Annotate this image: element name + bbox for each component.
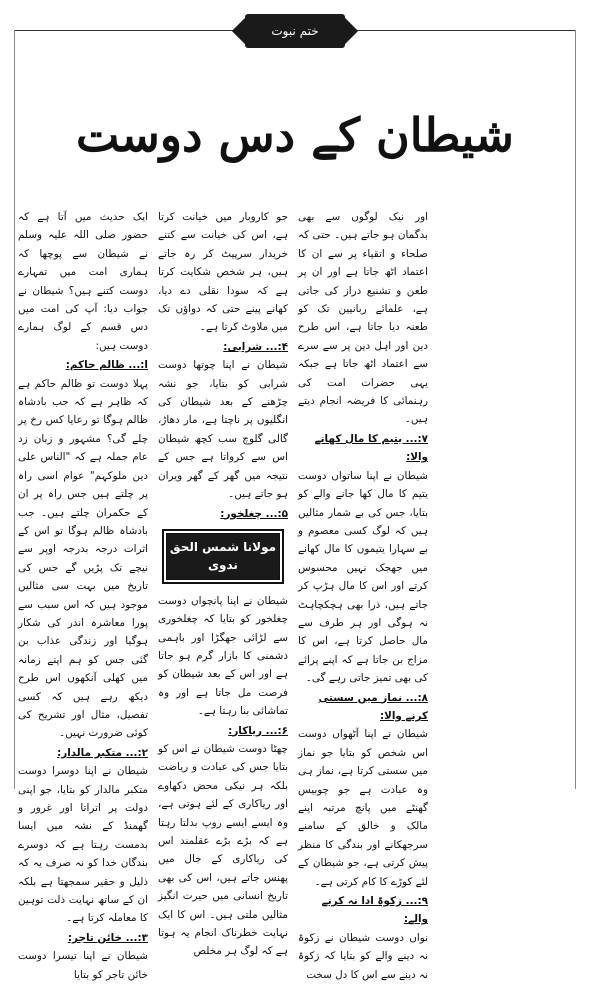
paragraph: شیطان نے اپنا پانچواں دوست چغلخور کو بتایا کہ چغلخوری سے لڑائی جھگڑا اور باہمی دشمنی کا بازار گرم ہو جاتا ہے اور اس کے بعد شیطان کو فرصت مل جاتا ہے اور وہ تماشائی بنا رہتا ہے۔ (158, 594, 288, 718)
author-name: مولانا شمس الحق ندوی (166, 533, 280, 580)
section-heading: ۴:... شرابی: (223, 340, 288, 353)
column-2 (158, 208, 288, 958)
section-heading: ۹:... زکوۃ ادا نہ کرنے والے: (321, 895, 428, 926)
section-heading: ا:... ظالم حاکم: (65, 359, 148, 372)
paragraph: نواں دوست شیطان نے زکوۃ نہ دینے والے کو بتایا کہ زکوۃ نہ دینے سے اس کا دل سخت (298, 931, 428, 981)
paragraph: شیطان نے اپنا ساتواں دوست یتیم کا مال کھا جانے والے کو بتایا، جس کی بے شمار مثالیں ہیں کہ لوگ کسی معصوم و بے سہارا یتیموں کا مال کھانے میں جھجک نہیں محسوس کرتے اور اس کا مال ہڑپ کر جاتے ہیں، ذرا بھی ہچکچاہٹ نہ ہوگی اور ہر طرف سے مال حاصل کرتا ہے، اس کا مزاج بن جاتا ہے کہ اپنے پرائے کی بھی تمیز جاتی رہے گی۔ (298, 469, 428, 685)
paragraph: شیطان نے اپنا دوسرا دوست متکبر مالدار کو بتایا، جو اپنی دولت پر اتراتا اور غرور و گھمنڈ کے نشہ میں ایسا بدمست رہتا ہے کہ دوسرے بندگان خدا کو نہ صرف یہ کہ ذلیل و حقیر سمجھتا ہے بلکہ ان کے ساتھ نہایت ذلت توہین کا معاملہ کرتا ہے۔ (18, 765, 148, 925)
paragraph: شیطان نے اپنا تیسرا دوست خائن تاجر کو بتایا (18, 950, 148, 981)
paragraph: ایک حدیث میں آتا ہے کہ حضور صلی اللہ علیہ وسلم نے شیطان سے پوچھا کہ ہماری امت میں تمہارے دوست کتنے ہیں؟ شیطان نے جواب دیا: آپ کی امت میں دس قسم کے لوگ ہمارے دوست ہیں: (18, 211, 148, 352)
author-byline-box (162, 529, 284, 584)
section-heading: ۶:... ریاکار: (228, 724, 288, 737)
column-3 (298, 208, 428, 981)
badge-text: ختم نبوت (271, 24, 319, 38)
article-columns (18, 208, 572, 981)
section-heading: ۲:... متکبر مالدار: (57, 746, 148, 759)
paragraph: شیطان نے اپنا چوتھا دوست شرابی کو بتایا، جو نشہ چڑھنے کے بعد شیطان کی انگلیوں پر ناچتا ہے، مار دھاڑ، گالی گلوچ سب کچھ شیطان اس سے کرواتا ہے جس کے نتیجہ میں گھر کے گھر ویران ہو جاتے ہیں۔ (158, 359, 288, 501)
section-heading: ۳:... خائن تاجر: (67, 931, 148, 944)
paragraph: جو کاروبار میں خیانت کرتا ہے، اس کی خیانت سے کتنے خریدار سرپیٹ کر رہ جاتے ہیں، ہر شخص شکایت کرتا ہے کہ سودا نقلی دے دیا، کھانے پینے حتی کہ دواؤں تک میں ملاوٹ کرتا ہے۔ (158, 211, 288, 334)
paragraph: چھٹا دوست شیطان نے اس کو بتایا جس کی عبادت و ریاضت بلکہ ہر نیکی محض دکھاوے اور ریاکاری کے لئے ہوتی ہے، وہ ایسے ایسے روپ بدلتا رہتا ہے کہ بڑے بڑے عقلمند اس کی ریاکاری کے جال میں پھنس جاتے ہیں، اس کی بھی تاریخ انسانی میں حیرت انگیز مثالیں ملتی ہیں۔ اس کا ایک نہایت خطرناک انجام یہ ہوتا ہے کہ لوگ ہر مخلص (158, 742, 288, 958)
article-title: شیطان کے دس دوست (76, 108, 514, 162)
paragraph: پہلا دوست تو ظالم حاکم ہے کہ ظاہر ہے کہ جب بادشاہ ظالم ہوگا تو رعایا کس رخ پر چلے گی؟ مشہور و زبان زد عام جملہ ہے کہ "الناس علی دین ملوکہم" عوام اسی راہ پر چلتے ہیں جس راہ پر ان کے حکمران چلتے ہیں۔ جب بادشاہ ظالم ہوگا تو اس کے اثرات درجہ بدرجہ اوپر سے نیچے تک پڑیں گے جس کی تاریخ میں بہت سی مثالیں موجود ہیں کہ اس سبب سے پورا معاشرہ اندر کی شکار ہوگیا اور زندگی عذاب بن گئی جس کو ہم اپنے زمانہ میں کھلی آنکھوں اس طرح دیکھ رہے ہیں کہ کسی تفصیل، مثال اور تشریح کی کوئی ضرورت نہیں۔ (18, 377, 148, 740)
column-1 (18, 208, 148, 981)
section-heading: ۷:... یتیم کا مال کھانے والا: (314, 432, 428, 464)
section-heading: ۵:... چغلخور: (220, 507, 288, 520)
section-heading: ۸:... نماز میں سستی کرنے والا: (318, 691, 428, 722)
paragraph: شیطان نے اپنا آٹھواں دوست اس شخص کو بتایا جو نماز میں سستی کرتا ہے، نماز ہی وہ عبادت ہے جو چوبیس گھنٹے میں پانچ مرتبہ اپنے مالک و خالق کے سامنے سرجھکانے اور بندگی کا منظر پیش کرتی ہے، جو شیطان کے لئے کوڑے کا کام کرتی ہے۔ (298, 728, 428, 888)
paragraph: اور نیک لوگوں سے بھی بدگمان ہو جاتے ہیں۔ حتی کہ صلحاء و اتقیاء پر سے ان کا اعتماد اٹھ جاتا ہے اور ان پر طعن و تشنیع دراز کی جاتی ہے، علمائے ربانیین تک کو طعنہ دیا جاتا ہے، اس طرح دین اور اہل دین پر سے سرے سے اعتماد اٹھ جاتا ہے جبکہ یہی حضرات امت کی رہنمائی کا فریضہ انجام دیتے ہیں۔ (298, 211, 428, 426)
magazine-logo-badge (245, 14, 345, 48)
